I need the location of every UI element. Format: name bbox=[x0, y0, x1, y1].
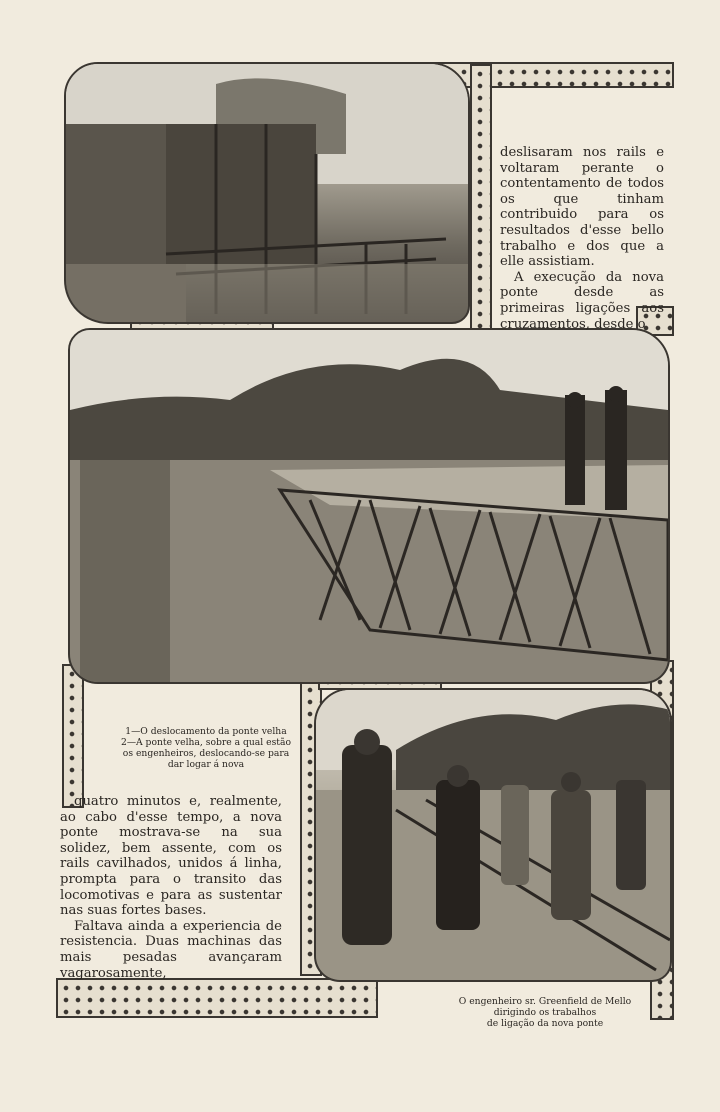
caption-bridge-photos bbox=[118, 726, 294, 770]
photo-old-bridge-displacement bbox=[64, 62, 470, 324]
rivet-frame-bottom bbox=[56, 978, 378, 1018]
rivet-frame-left-lower bbox=[62, 664, 84, 808]
photo-engineer-greenfield-de-mello bbox=[314, 688, 672, 982]
caption-line: dirigindo os trabalhos bbox=[493, 1007, 597, 1018]
photo-engineers-on-old-bridge bbox=[68, 328, 670, 684]
article-paragraph: quatro minutos e, realmente, ao cabo d'esse tempo, a nova ponte mostrava-se na sua solidez, bem assente, com os rails cavilhados, unidos á linha, prompta para o transito das locomotivas e para as sustentar nas suas fortes bases. bbox=[60, 794, 282, 919]
caption-line: de ligação da nova ponte bbox=[486, 1018, 604, 1029]
article-paragraph: A execução da nova ponte desde as primeiras ligações aos cruzamentos, desde o bbox=[500, 269, 664, 332]
photo-3-illustration bbox=[316, 690, 670, 980]
caption-line: O engenheiro sr. Greenfield de Mello bbox=[458, 996, 632, 1007]
article-paragraph: deslisaram nos rails e voltaram perante o contentamento de todos os que tinham contribuido para os resultados d'esse bello trabalho e dos que a elle assistiam. bbox=[500, 145, 664, 270]
article-text-top bbox=[500, 145, 664, 332]
caption-line: 2—A ponte velha, sobre a qual estão os engenheiros, deslocando-se para dar logar á nova bbox=[120, 737, 292, 770]
caption-engineer-photo bbox=[432, 996, 658, 1029]
rivet-frame-right-upper bbox=[470, 64, 492, 330]
article-paragraph: Faltava ainda a experiencia de resistencia. Duas machinas das mais pesadas avançaram vagarosamente, bbox=[60, 918, 282, 981]
article-text-bottom bbox=[60, 794, 282, 981]
caption-line: 1—O deslocamento da ponte velha bbox=[125, 726, 287, 737]
photo-2-illustration bbox=[70, 330, 668, 682]
photo-1-illustration bbox=[66, 64, 468, 322]
